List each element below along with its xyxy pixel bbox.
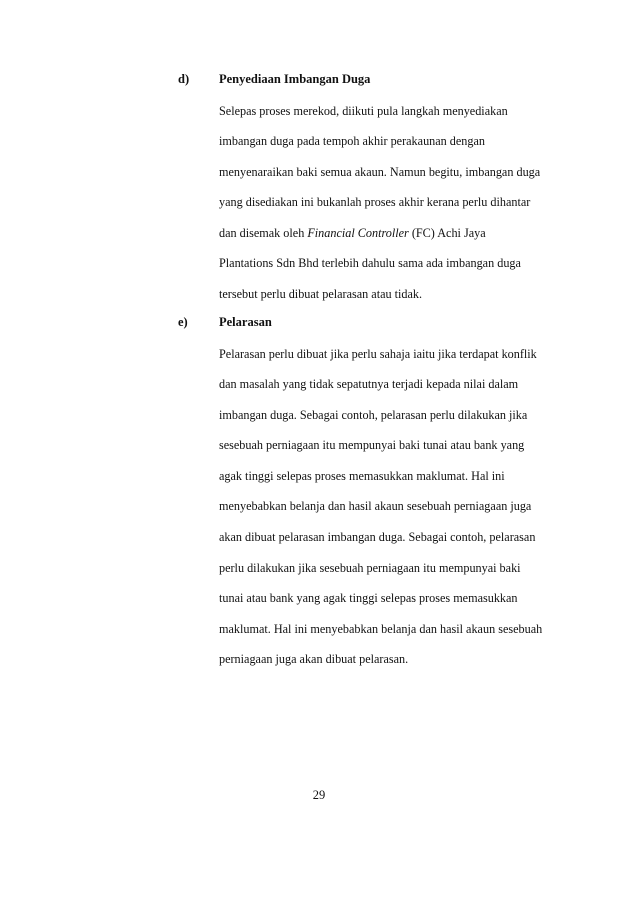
body-line: Selepas proses merekod, diikuti pula langkah menyediakan	[219, 103, 508, 118]
body-line: yang disediakan ini bukanlah proses akhir kerana perlu dihantar	[219, 195, 531, 210]
body-line: perlu dilakukan jika sesebuah perniagaan itu mempunyai baki	[219, 560, 521, 575]
body-line: dan masalah yang tidak sepatutnya terjadi kepada nilai dalam	[219, 377, 519, 392]
line-text-before: dan disemak oleh	[219, 225, 308, 240]
body-line: Plantations Sdn Bhd terlebih dahulu sama ada imbangan duga	[219, 256, 521, 271]
body-line: menyenaraikan baki semua akaun. Namun begitu, imbangan duga	[219, 164, 541, 179]
section-label: d)	[178, 72, 190, 86]
body-line: sesebuah perniagaan itu mempunyai baki tunai atau bank yang	[219, 438, 525, 453]
body-line-with-italic	[219, 224, 579, 255]
body-line: tunai atau bank yang agak tinggi selepas proses memasukkan	[219, 591, 518, 606]
body-line: imbangan duga. Sebagai contoh, pelarasan perlu dilakukan jika	[219, 407, 528, 422]
body-line: perniagaan juga akan dibuat pelarasan.	[219, 652, 409, 667]
body-line: tersebut perlu dibuat pelarasan atau tidak.	[219, 287, 423, 302]
page-number: 29	[312, 788, 326, 802]
body-line: menyebabkan belanja dan hasil akaun sesebuah perniagaan juga	[219, 499, 532, 514]
body-line: agak tinggi selepas proses memasukkan maklumat. Hal ini	[219, 468, 505, 483]
italic-term: Financial Controller	[307, 225, 409, 240]
body-line: imbangan duga pada tempoh akhir perakaunan dengan	[219, 134, 485, 149]
body-line: Pelarasan perlu dibuat jika perlu sahaja iaitu jika terdapat konflik	[219, 346, 537, 361]
line-text-after: (FC) Achi Jaya	[408, 225, 486, 240]
body-line: maklumat. Hal ini menyebabkan belanja dan hasil akaun sesebuah	[219, 621, 543, 636]
section-heading: Pelarasan	[219, 315, 272, 329]
section-heading: Penyediaan Imbangan Duga	[219, 72, 371, 86]
section-body	[219, 345, 579, 682]
body-line: akan dibuat pelarasan imbangan duga. Sebagai contoh, pelarasan	[219, 530, 536, 545]
section-label: e)	[178, 315, 188, 329]
section-body	[219, 102, 579, 316]
